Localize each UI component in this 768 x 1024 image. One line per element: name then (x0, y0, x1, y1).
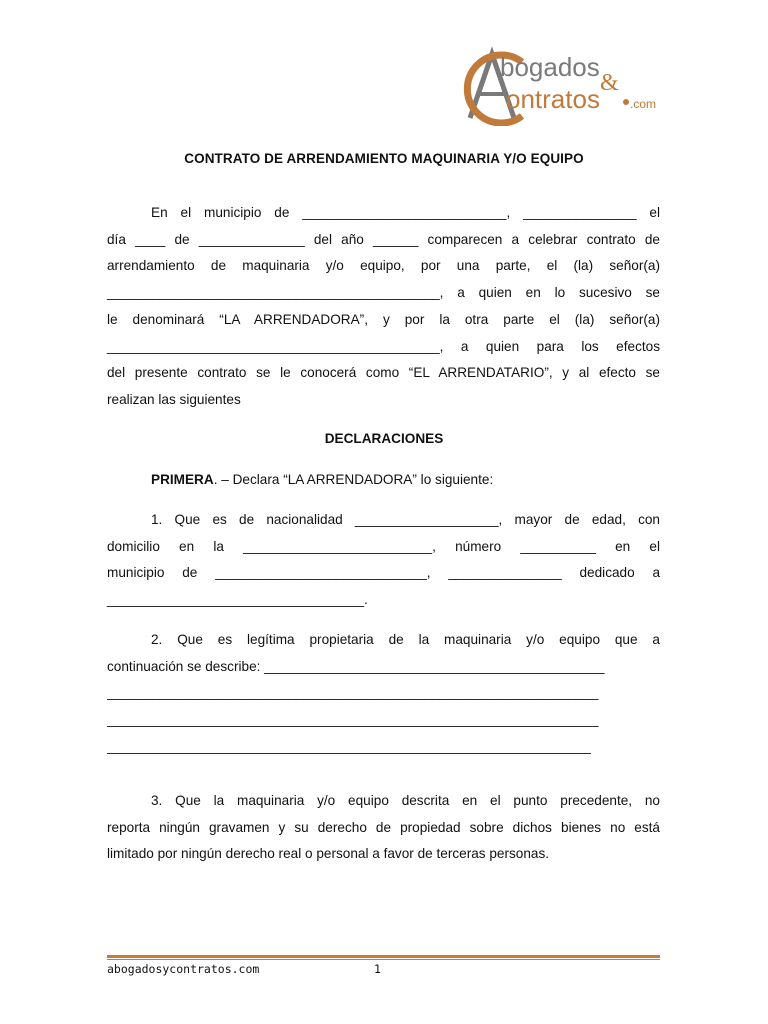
item3-line: limitado por ningún derecho real o personal a favor de terceras personas. (107, 846, 550, 862)
footer-divider (107, 955, 660, 958)
intro-line: le denominará “LA ARRENDADORA”, y por la otra parte el (la) señor(a) (107, 311, 660, 327)
item2-line: continuación se describe: _____________________________________________ (107, 658, 605, 674)
intro-line: realizan las siguientes (107, 391, 241, 407)
logo-suffix: .com (630, 97, 657, 111)
intro-line: ____________________________________________, a quien en lo sucesivo se (107, 285, 660, 301)
footer-divider-thin (107, 959, 660, 960)
item-1 (107, 507, 660, 614)
document-title: CONTRATO DE ARRENDAMIENTO MAQUINARIA Y/O EQUIPO (184, 151, 584, 166)
intro-line: día ____ de ______________ del año ______ comparecen a celebrar contrato de (107, 231, 660, 247)
item3-line: reporta ningún gravamen y su derecho de propiedad sobre dichos bienes no está (107, 819, 660, 835)
item3-line: 3. Que la maquinaria y/o equipo descrita en el punto precedente, no (151, 793, 660, 808)
primera-text: . – Declara “LA ARRENDADORA” lo siguiente: (213, 472, 494, 487)
item1-line: domicilio en la _________________________, número __________ en el (107, 538, 660, 554)
intro-paragraph (107, 200, 660, 414)
logo-ampersand: & (600, 70, 619, 96)
intro-line: del presente contrato se le conocerá como “EL ARRENDATARIO”, y al efecto se (107, 365, 660, 381)
item2-line: _________________________________________________________________ (107, 685, 599, 701)
item1-line: municipio de ____________________________, _______________ dedicado a (107, 565, 660, 581)
intro-line: ____________________________________________, a quien para los efectos (107, 338, 660, 354)
item2-line: 2. Que es legítima propietaria de la maquinaria y/o equipo que a (151, 632, 660, 647)
abogados-contratos-logo (462, 46, 672, 126)
item-2 (107, 627, 660, 761)
declaraciones-heading: DECLARACIONES (324, 431, 444, 446)
item2-line: ________________________________________________________________ (107, 738, 591, 754)
intro-line: arrendamiento de maquinaria y/o equipo, por una parte, el (la) señor(a) (107, 258, 660, 274)
item-3 (107, 788, 660, 868)
item1-line: 1. Que es de nacionalidad ___________________, mayor de edad, con (151, 512, 660, 527)
page-number: 1 (374, 962, 381, 976)
logo-line1: bogados (500, 52, 600, 82)
intro-line: En el municipio de ___________________________, _______________ el (151, 205, 660, 220)
item2-line: _________________________________________________________________ (107, 712, 599, 728)
primera-clause (107, 467, 660, 494)
footer-site: abogadosycontratos.com (107, 962, 260, 976)
primera-label: PRIMERA (151, 472, 214, 487)
item1-line: __________________________________. (107, 592, 368, 608)
logo-line2: ontratos (506, 84, 600, 114)
